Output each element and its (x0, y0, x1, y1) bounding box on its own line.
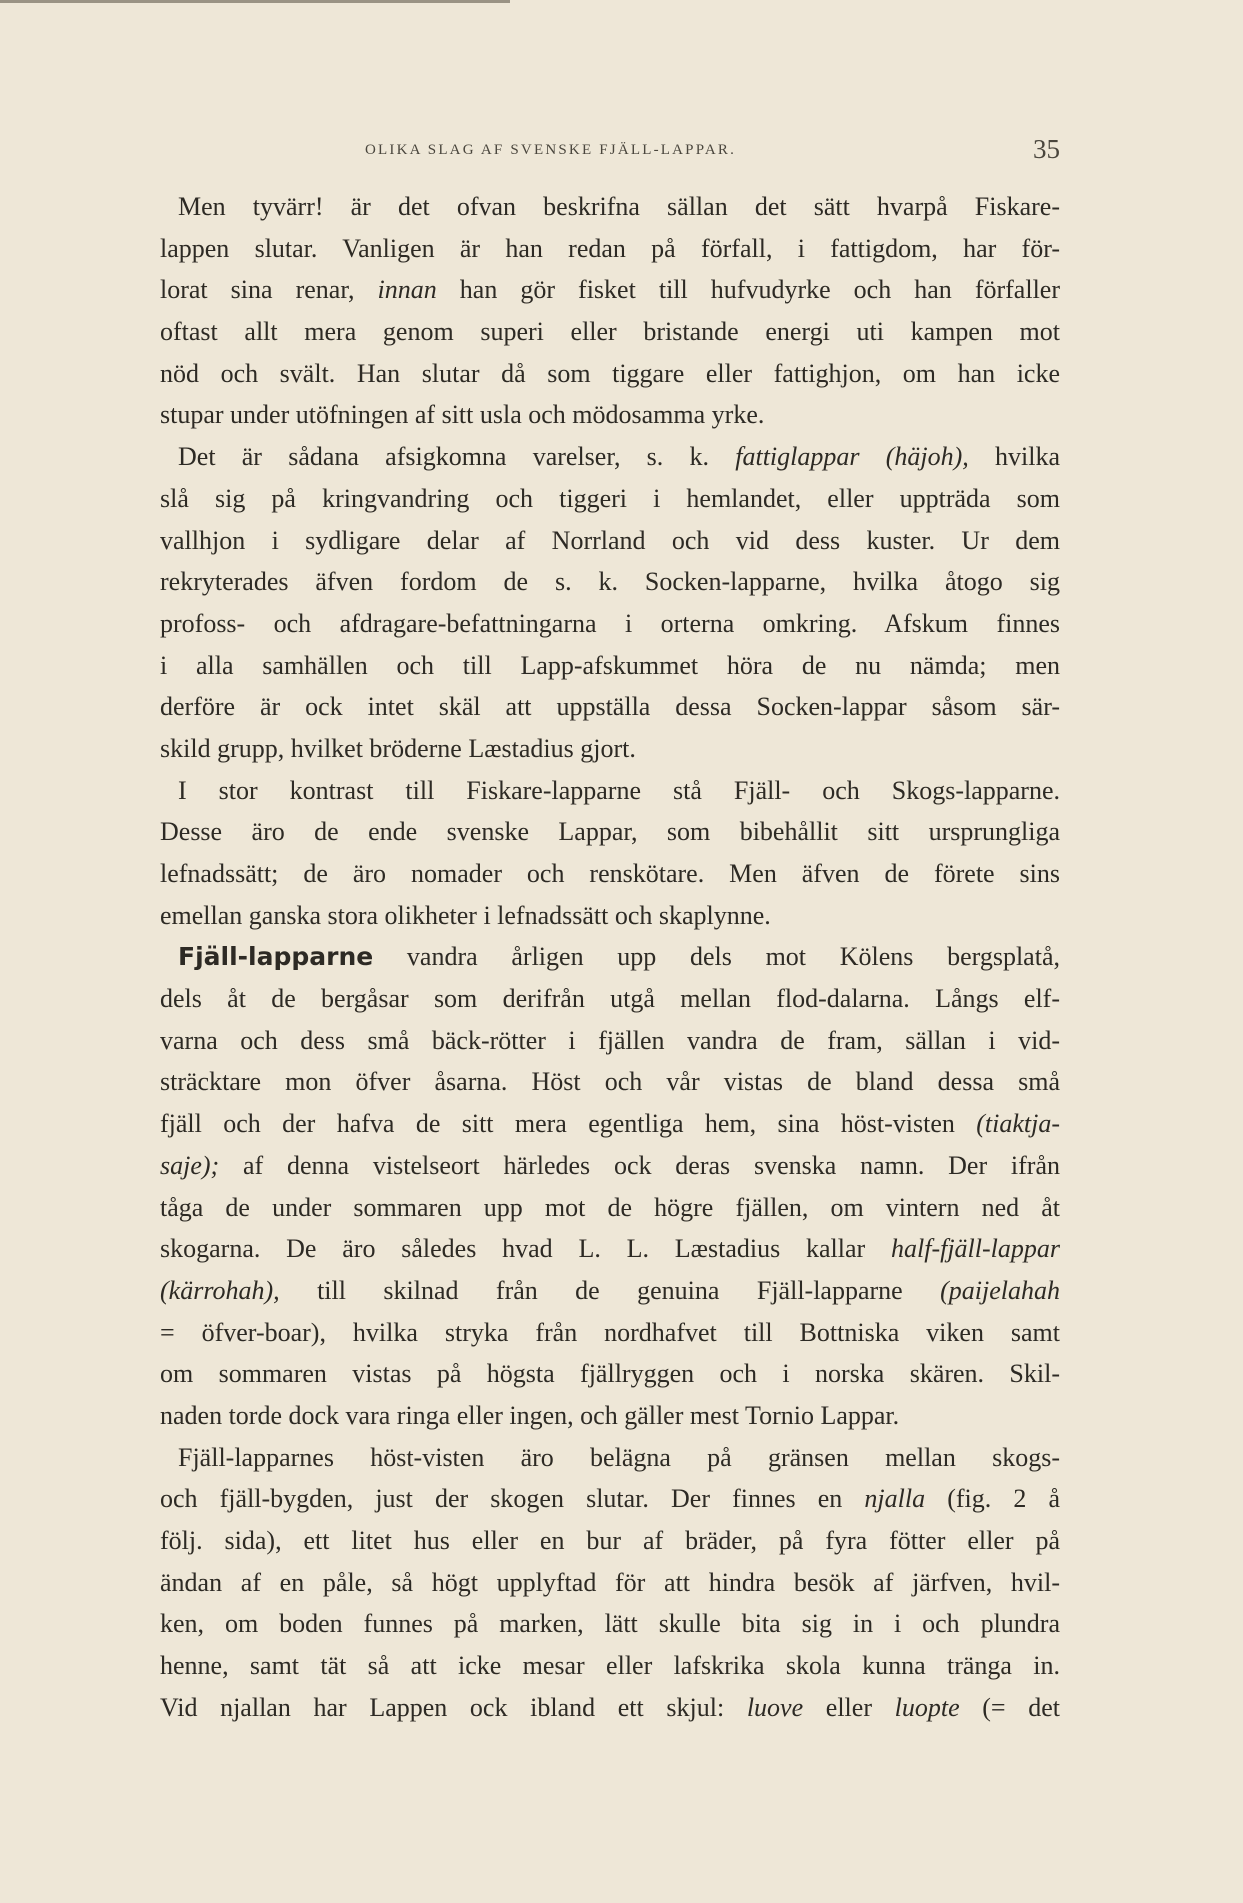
text-line (160, 394, 1060, 436)
line-text: följ. sida), ett litet hus eller en bur af bräder, på fyra fötter eller på (160, 1526, 1060, 1555)
text-line (160, 520, 1060, 562)
text-line (160, 269, 1060, 311)
line-text: (= det (959, 1692, 1061, 1722)
line-text: varna och dess små bäck-rötter i fjällen vandra de fram, sällan i vid- (160, 1025, 1060, 1055)
page-number: 35 (1033, 134, 1060, 164)
text-line (160, 228, 1060, 270)
line-text: skogarna. De äro således hvad L. L. Læstadius kallar (160, 1234, 891, 1264)
text-line (160, 1645, 1060, 1687)
text-line (160, 1312, 1060, 1354)
italic-term: innan (377, 275, 437, 305)
line-text: henne, samt tät så att icke mesar eller lafskrika skola kunna tränga in. (160, 1651, 1060, 1681)
line-text: nöd och svält. Han slutar då som tiggare eller fattighjon, om han icke (160, 358, 1060, 388)
line-text: derföre är ock intet skäl att uppställa dessa Socken-lappar såsom sär- (160, 692, 1060, 722)
text-line (160, 1061, 1060, 1103)
italic-term: saje); (160, 1150, 220, 1180)
section-term: Fjäll-lapparne (178, 942, 374, 972)
line-text: Fjäll-lapparnes höst-visten äro belägna på gränsen mellan skogs- (178, 1442, 1060, 1472)
line-text: (fig. 2 å (925, 1484, 1060, 1514)
line-text: sträcktare mon öfver åsarna. Höst och vår vistas de bland dessa små (160, 1067, 1060, 1097)
text-line (160, 561, 1060, 603)
line-text: rekryterades äfven fordom de s. k. Socken-lapparne, hvilka åtogo sig (160, 567, 1060, 597)
text-line (160, 603, 1060, 645)
italic-term: njalla (864, 1484, 926, 1514)
line-text: i alla samhällen och till Lapp-afskummet höra de nu nämda; men (160, 650, 1060, 680)
text-line (160, 770, 1060, 812)
line-text: Det är sådana afsigkomna varelser, s. k. (178, 442, 736, 472)
text-line (160, 1020, 1060, 1062)
text-line (160, 1562, 1060, 1604)
line-text: naden torde dock vara ringa eller ingen, och gäller mest Tornio Lappar. (160, 1400, 900, 1430)
page-header (160, 134, 1060, 174)
line-text: Desse äro de ende svenske Lappar, som bibehållit sitt ursprungliga (160, 817, 1060, 847)
italic-term: (tiaktja- (976, 1109, 1060, 1139)
italic-term: (paijelahah (940, 1275, 1060, 1305)
line-text: emellan ganska stora olikheter i lefnadssätt och skaplynne. (160, 900, 771, 930)
line-text: fjäll och der hafva de sitt mera egentliga hem, sina höst-visten (160, 1109, 977, 1139)
text-line (160, 645, 1060, 687)
line-text: hvilka (968, 442, 1060, 472)
running-head: OLIKA SLAG AF SVENSKE FJÄLL-LAPPAR. (365, 142, 737, 158)
text-line (160, 1687, 1060, 1729)
line-text: skild grupp, hvilket bröderne Læstadius gjort. (160, 733, 636, 763)
line-text: oftast allt mera genom superi eller bristande energi uti kampen mot (160, 317, 1060, 347)
line-text: tåga de under sommaren upp mot de högre fjällen, om vintern ned åt (160, 1192, 1060, 1222)
line-text: vallhjon i sydligare delar af Norrland och vid dess kuster. Ur dem (160, 525, 1060, 555)
line-text: Vid njallan har Lappen ock ibland ett skjul: (160, 1692, 747, 1722)
text-line (160, 436, 1060, 478)
line-text: slå sig på kringvandring och tiggeri i hemlandet, eller uppträda som (160, 483, 1060, 513)
text-line (160, 1270, 1060, 1312)
body-text (160, 186, 1060, 1728)
line-text: ken, om boden funnes på marken, lätt skulle bita sig in i och plundra (160, 1609, 1060, 1639)
text-line (160, 811, 1060, 853)
italic-term: luopte (894, 1692, 960, 1722)
line-text: och fjäll-bygden, just der skogen slutar. Der finnes en (160, 1484, 865, 1514)
line-text: profoss- och afdragare-befattningarna i orterna omkring. Afskum finnes (160, 608, 1060, 638)
text-line (160, 728, 1060, 770)
text-line (160, 1187, 1060, 1229)
line-text: lefnadssätt; de äro nomader och renskötare. Men äfven de förete sins (160, 859, 1060, 888)
text-line (160, 186, 1060, 228)
text-line (160, 853, 1060, 895)
line-text: eller (803, 1692, 895, 1722)
text-line (160, 1437, 1060, 1479)
text-line (160, 1603, 1060, 1645)
line-text: om sommaren vistas på högsta fjällryggen och i norska skären. Skil- (160, 1359, 1060, 1389)
text-line (160, 311, 1060, 353)
text-line (160, 478, 1060, 520)
italic-term: luove (746, 1692, 804, 1722)
line-text: vandra årligen upp dels mot Kölens bergsplatå, (373, 942, 1060, 972)
italic-term: half-fjäll-lappar (891, 1234, 1060, 1264)
text-line (160, 1395, 1060, 1437)
italic-term: (kärrohah), (160, 1275, 280, 1305)
line-text: till skilnad från de genuina Fjäll-lapparne (279, 1275, 941, 1305)
text-line (160, 353, 1060, 395)
text-line (160, 1228, 1060, 1270)
line-text: dels åt de bergåsar som derifrån utgå mellan flod-dalarna. Långs elf- (160, 984, 1060, 1014)
line-text: = öfver-boar), hvilka stryka från nordhafvet till Bottniska viken samt (160, 1317, 1060, 1347)
line-text: stupar under utöfningen af sitt usla och mödosamma yrke. (160, 400, 765, 430)
line-text: af denna vistelseort härledes ock deras svenska namn. Der ifrån (219, 1150, 1060, 1180)
text-line (160, 1478, 1060, 1520)
text-line (160, 686, 1060, 728)
top-edge-rule (0, 0, 510, 3)
line-text: I stor kontrast till Fiskare-lapparne stå Fjäll- och Skogs-lapparne. (178, 775, 1060, 805)
text-line (160, 1145, 1060, 1187)
text-line (160, 1520, 1060, 1562)
line-text: Men tyvärr! är det ofvan beskrifna sällan det sätt hvarpå Fiskare- (178, 192, 1060, 221)
line-text: lorat sina renar, (160, 275, 378, 305)
italic-term: fattiglappar (häjoh), (735, 442, 969, 472)
line-text: lappen slutar. Vanligen är han redan på förfall, i fattigdom, har för- (160, 233, 1060, 263)
text-line (160, 895, 1060, 937)
line-text: ändan af en påle, så högt upplyftad för att hindra besök af järfven, hvil- (160, 1567, 1060, 1597)
text-line (160, 936, 1060, 978)
line-text: han gör fisket till hufvudyrke och han förfaller (436, 275, 1060, 305)
text-line (160, 978, 1060, 1020)
text-line (160, 1353, 1060, 1395)
text-line (160, 1103, 1060, 1145)
